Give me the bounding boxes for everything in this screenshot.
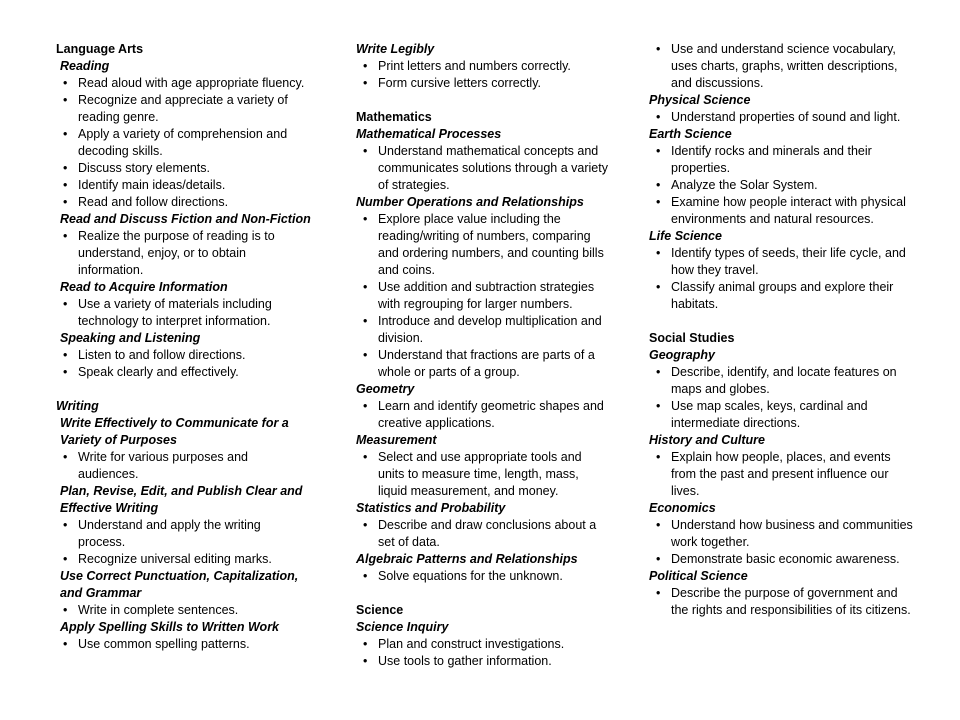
bullet-icon: • (63, 127, 68, 141)
bullet-icon: • (363, 637, 368, 651)
bullet-icon: • (63, 637, 68, 651)
list-item (356, 75, 611, 92)
subsection-title: Apply Spelling Skills to Written Work (60, 620, 280, 634)
bullet-list (356, 143, 611, 194)
list-item (56, 636, 311, 653)
list-item (649, 109, 914, 126)
bullet-list (56, 347, 311, 381)
list-item (56, 92, 311, 126)
list-item (649, 41, 914, 92)
bullet-icon: • (656, 280, 661, 294)
bullet-list (356, 398, 611, 432)
subsection-title: Economics (649, 501, 716, 515)
list-item (356, 143, 611, 194)
subsection-title: Speaking and Listening (60, 331, 201, 345)
list-item (356, 568, 611, 585)
subsection-title: Plan, Revise, Edit, and Publish Clear and Effective Writing (60, 484, 303, 515)
column-2 (356, 41, 611, 670)
bullet-list (649, 517, 914, 568)
bullet-icon: • (656, 552, 661, 566)
list-item (356, 517, 611, 551)
bullet-icon: • (63, 297, 68, 311)
bullet-icon: • (63, 518, 68, 532)
subsection-title: Write Effectively to Communicate for a Variety of Purposes (60, 416, 289, 447)
list-item (56, 126, 311, 160)
bullet-icon: • (63, 603, 68, 617)
list-item (649, 143, 914, 177)
bullet-icon: • (363, 280, 368, 294)
subsection-title: Number Operations and Relationships (356, 195, 584, 209)
section-list (649, 347, 914, 619)
list-item-text: Examine how people interact with physical environments and natural resources. (671, 195, 906, 226)
bullet-icon: • (63, 450, 68, 464)
list-item (56, 177, 311, 194)
column-1 (56, 41, 311, 653)
list-item (56, 75, 311, 92)
list-item-text: Identify types of seeds, their life cycle, and how they travel. (671, 246, 906, 277)
list-item-text: Understand mathematical concepts and communicates solutions through a variety of strategies. (378, 144, 608, 192)
bullet-icon: • (363, 314, 368, 328)
subsection-title: Life Science (649, 229, 722, 243)
list-item-text: Select and use appropriate tools and units to measure time, length, mass, liquid measurement, and money. (378, 450, 582, 498)
list-item (356, 636, 611, 653)
subsection-title: Statistics and Probability (356, 501, 506, 515)
bullet-list (56, 75, 311, 211)
bullet-icon: • (656, 178, 661, 192)
list-item-text: Describe, identify, and locate features on maps and globes. (671, 365, 897, 396)
list-item-text: Learn and identify geometric shapes and creative applications. (378, 399, 604, 430)
section-list (356, 126, 611, 585)
list-item-text: Use common spelling patterns. (78, 637, 250, 651)
section-list (56, 415, 311, 653)
subsection-title: History and Culture (649, 433, 765, 447)
bullet-icon: • (63, 552, 68, 566)
list-item-text: Read and follow directions. (78, 195, 229, 209)
bullet-icon: • (63, 348, 68, 362)
bullet-icon: • (363, 399, 368, 413)
bullet-icon: • (656, 246, 661, 260)
bullet-list (356, 449, 611, 500)
section-list (649, 92, 914, 313)
section-list (356, 619, 611, 670)
list-item (56, 602, 311, 619)
list-item (649, 177, 914, 194)
bullet-icon: • (656, 110, 661, 124)
list-item (356, 449, 611, 500)
list-item (356, 653, 611, 670)
subsection-title: Science Inquiry (356, 620, 449, 634)
list-item-text: Identify rocks and minerals and their properties. (671, 144, 872, 175)
bullet-list (56, 636, 311, 653)
bullet-icon: • (63, 161, 68, 175)
bullet-list (356, 58, 611, 92)
bullet-icon: • (63, 195, 68, 209)
bullet-icon: • (363, 59, 368, 73)
list-item (649, 279, 914, 313)
list-item-text: Solve equations for the unknown. (378, 569, 563, 583)
bullet-list (356, 517, 611, 551)
bullet-list (356, 568, 611, 585)
list-item (56, 551, 311, 568)
bullet-list (56, 228, 311, 279)
list-item-text: Use a variety of materials including technology to interpret information. (78, 297, 272, 328)
bullet-icon: • (656, 195, 661, 209)
list-item (56, 517, 311, 551)
subsection-title: Read to Acquire Information (60, 280, 228, 294)
list-item (649, 364, 914, 398)
list-item (356, 398, 611, 432)
bullet-icon: • (656, 450, 661, 464)
bullet-icon: • (63, 178, 68, 192)
bullet-list (56, 296, 311, 330)
list-item-text: Form cursive letters correctly. (378, 76, 541, 90)
list-item (56, 347, 311, 364)
bullet-icon: • (363, 569, 368, 583)
list-item-text: Explore place value including the reading/writing of numbers, comparing and ordering numbers, and counting bills and coins. (378, 212, 604, 277)
list-item-text: Understand properties of sound and light. (671, 110, 901, 124)
bullet-list (649, 41, 914, 92)
list-item (356, 279, 611, 313)
bullet-list (356, 636, 611, 670)
subsection-title: Political Science (649, 569, 748, 583)
list-item-text: Speak clearly and effectively. (78, 365, 239, 379)
subsection-title: Measurement (356, 433, 437, 447)
bullet-icon: • (363, 348, 368, 362)
list-item (649, 398, 914, 432)
bullet-icon: • (656, 365, 661, 379)
list-item-text: Understand and apply the writing process. (78, 518, 261, 549)
list-item (649, 517, 914, 551)
list-item-text: Use map scales, keys, cardinal and intermediate directions. (671, 399, 868, 430)
list-item-text: Recognize universal editing marks. (78, 552, 272, 566)
list-item-text: Demonstrate basic economic awareness. (671, 552, 900, 566)
bullet-list (649, 109, 914, 126)
bullet-icon: • (363, 76, 368, 90)
bullet-icon: • (363, 212, 368, 226)
list-item-text: Explain how people, places, and events from the past and present influence our lives. (671, 450, 891, 498)
bullet-icon: • (363, 144, 368, 158)
subsection-title: Reading (60, 59, 110, 73)
bullet-list (56, 449, 311, 483)
list-item (356, 58, 611, 75)
subsection-title: Geography (649, 348, 715, 362)
list-item-text: Understand how business and communities work together. (671, 518, 913, 549)
section-heading: Language Arts (56, 42, 144, 56)
subsection-title: Geometry (356, 382, 415, 396)
list-item-text: Read aloud with age appropriate fluency. (78, 76, 305, 90)
bullet-icon: • (63, 93, 68, 107)
subsection-title: Mathematical Processes (356, 127, 502, 141)
list-item-text: Listen to and follow directions. (78, 348, 246, 362)
list-item-text: Recognize and appreciate a variety of reading genre. (78, 93, 288, 124)
bullet-list (56, 602, 311, 619)
bullet-icon: • (363, 654, 368, 668)
subsection-title: Algebraic Patterns and Relationships (356, 552, 578, 566)
list-item-text: Use and understand science vocabulary, uses charts, graphs, written descriptions, and discussions. (671, 42, 898, 90)
section-heading: Mathematics (356, 110, 432, 124)
bullet-list (649, 143, 914, 228)
list-item (56, 364, 311, 381)
list-item-text: Write for various purposes and audiences. (78, 450, 248, 481)
list-item-text: Describe the purpose of government and the rights and responsibilities of its citizens. (671, 586, 911, 617)
section-heading: Writing (56, 399, 99, 413)
list-item-text: Apply a variety of comprehension and decoding skills. (78, 127, 288, 158)
bullet-list (649, 585, 914, 619)
bullet-list (649, 245, 914, 313)
list-item-text: Describe and draw conclusions about a set of data. (378, 518, 597, 549)
bullet-list (356, 211, 611, 381)
subsection-title: Use Correct Punctuation, Capitalization, and Grammar (60, 569, 299, 600)
bullet-icon: • (656, 42, 661, 56)
subsection-title: Earth Science (649, 127, 732, 141)
subsection-title: Read and Discuss Fiction and Non-Fiction (60, 212, 311, 226)
list-item-text: Understand that fractions are parts of a whole or parts of a group. (378, 348, 595, 379)
bullet-icon: • (63, 76, 68, 90)
section-list (56, 58, 311, 381)
bullet-icon: • (656, 144, 661, 158)
subsection-title: Write Legibly (356, 42, 435, 56)
list-item (649, 585, 914, 619)
section-heading: Social Studies (649, 331, 735, 345)
list-item (56, 228, 311, 279)
bullet-list (649, 364, 914, 432)
list-item (56, 194, 311, 211)
list-item-text: Realize the purpose of reading is to understand, enjoy, or to obtain information. (78, 229, 275, 277)
list-item (356, 313, 611, 347)
list-item-text: Write in complete sentences. (78, 603, 239, 617)
bullet-icon: • (656, 586, 661, 600)
list-item (56, 296, 311, 330)
list-item (356, 211, 611, 279)
bullet-icon: • (363, 518, 368, 532)
section-heading: Science (356, 603, 404, 617)
list-item (649, 245, 914, 279)
bullet-list (56, 517, 311, 568)
list-item-text: Classify animal groups and explore their habitats. (671, 280, 894, 311)
list-item-text: Plan and construct investigations. (378, 637, 565, 651)
bullet-icon: • (656, 518, 661, 532)
list-item (356, 347, 611, 381)
list-item-text: Discuss story elements. (78, 161, 210, 175)
list-item-text: Print letters and numbers correctly. (378, 59, 571, 73)
list-item-text: Use addition and subtraction strategies with regrouping for larger numbers. (378, 280, 595, 311)
list-item-text: Introduce and develop multiplication and division. (378, 314, 602, 345)
bullet-icon: • (63, 229, 68, 243)
bullet-icon: • (363, 450, 368, 464)
list-item (649, 551, 914, 568)
list-item-text: Analyze the Solar System. (671, 178, 818, 192)
section-list (356, 41, 611, 92)
list-item (56, 160, 311, 177)
list-item-text: Use tools to gather information. (378, 654, 552, 668)
list-item-text: Identify main ideas/details. (78, 178, 226, 192)
column-3 (649, 41, 914, 619)
list-item (56, 449, 311, 483)
bullet-icon: • (656, 399, 661, 413)
list-item (649, 194, 914, 228)
bullet-icon: • (63, 365, 68, 379)
bullet-list (649, 449, 914, 500)
list-item (649, 449, 914, 500)
subsection-title: Physical Science (649, 93, 751, 107)
